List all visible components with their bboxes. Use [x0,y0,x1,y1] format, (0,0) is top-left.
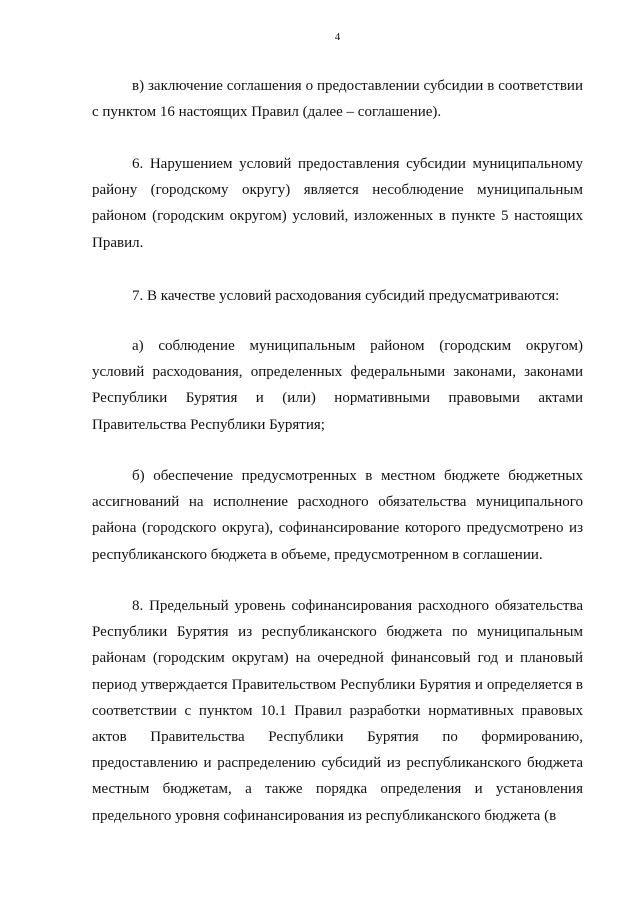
page-number: 4 [334,31,341,43]
paragraph-6: 6. Нарушением условий предоставления субсидии муниципальному району (городскому округу) является несоблюдение муниципальным районом (городским округом) условий, изложенных в пункте 5 настоящих Правил. [92,156,583,251]
paragraph-7a: а) соблюдение муниципальным районом (городским округом) условий расходования, определенных федеральными законами, законами Республики Бурятия и (или) нормативными правовыми актами Правительства Республики Бурятия; [92,338,583,433]
paragraph-8: 8. Предельный уровень софинансирования расходного обязательства Республики Бурятия из республиканского бюджета по муниципальным районам (городским округам) на очередной финансовый год и плановый период утверждается Правительством Республики Бурятия и определяется в соответствии с пунктом 10.1 Правил разработки нормативных правовых актов Правительства Республики Бурятия по формированию, предоставлению и распределению субсидий из республиканского бюджета местным бюджетам, а также порядка определения и установления предельного уровня софинансирования из республиканского бюджета (в [92,598,583,824]
paragraph-7b: б) обеспечение предусмотренных в местном бюджете бюджетных ассигнований на исполнение расходного обязательства муниципального района (городского округа), софинансирование которого предусмотрено из республиканского бюджета в объеме, предусмотренном в соглашении. [92,468,583,563]
paragraph-5v: в) заключение соглашения о предоставлении субсидии в соответствии с пунктом 16 настоящих Правил (далее – соглашение). [92,78,583,121]
paragraph-7: 7. В качестве условий расходования субсидий предусматриваются: [132,288,560,304]
